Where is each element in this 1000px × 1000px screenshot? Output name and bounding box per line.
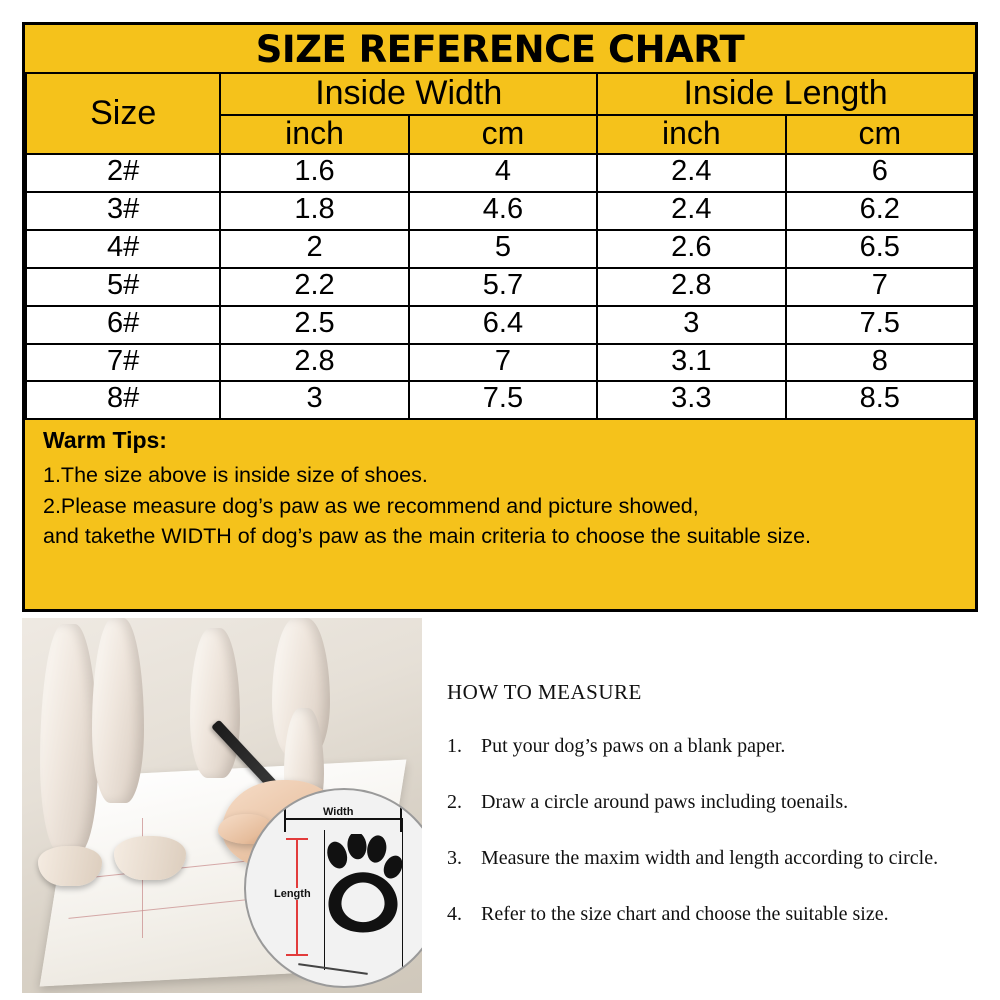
length-arrow-cap-bottom [286, 954, 308, 956]
length-label: Length [274, 888, 311, 900]
length-arrow-cap-top [286, 838, 308, 840]
table-row [26, 381, 974, 419]
cell-width-inch: 1.8 [220, 192, 408, 230]
cell-length-cm: 6 [786, 154, 974, 192]
table-header-main [26, 73, 974, 115]
header-inside-length: Inside Length [597, 73, 974, 115]
how-to-measure-section [0, 618, 1000, 1000]
paw-print-icon [320, 834, 406, 938]
list-item [447, 735, 987, 758]
size-table [25, 72, 975, 421]
width-arrow [284, 818, 402, 820]
size-reference-chart [22, 22, 978, 612]
header-inside-width: Inside Width [220, 73, 597, 115]
warm-tips-line-2: 2.Please measure dog’s paw as we recommend and picture showed, [43, 493, 699, 518]
warm-tips-line-3: and takethe WIDTH of dog’s paw as the main criteria to choose the suitable size. [43, 524, 812, 549]
dog-paw [114, 836, 186, 880]
list-item [447, 791, 987, 814]
width-arrow-cap-left [284, 806, 286, 832]
cell-length-cm: 6.5 [786, 230, 974, 268]
cell-width-inch: 2.8 [220, 344, 408, 382]
cell-size: 2# [26, 154, 220, 192]
cell-size: 7# [26, 344, 220, 382]
step-text: Measure the maxim width and length according to circle. [481, 847, 939, 869]
pen-trace-line [298, 963, 368, 975]
dog-leg [92, 618, 144, 803]
table-row [26, 306, 974, 344]
cell-width-inch: 2.2 [220, 268, 408, 306]
cell-width-cm: 5.7 [409, 268, 597, 306]
cell-length-cm: 7.5 [786, 306, 974, 344]
cell-length-inch: 3.1 [597, 344, 785, 382]
header-size: Size [26, 73, 220, 154]
cell-size: 3# [26, 192, 220, 230]
warm-tips-title: Warm Tips: [43, 427, 167, 454]
cell-length-cm: 8 [786, 344, 974, 382]
cell-length-inch: 2.4 [597, 192, 785, 230]
dog-paw-photo [22, 618, 422, 993]
cell-length-cm: 8.5 [786, 381, 974, 419]
width-label: Width [320, 806, 356, 818]
step-number: 1. [447, 735, 462, 757]
cell-length-inch: 3.3 [597, 381, 785, 419]
warm-tips-line-1: 1.The size above is inside size of shoes. [43, 463, 428, 488]
cell-length-inch: 2.8 [597, 268, 785, 306]
cell-width-cm: 5 [409, 230, 597, 268]
instructions-list [447, 680, 987, 959]
cell-width-inch: 2 [220, 230, 408, 268]
dog-leg [40, 624, 98, 854]
cell-length-inch: 2.4 [597, 154, 785, 192]
step-number: 2. [447, 791, 462, 813]
cell-width-cm: 4 [409, 154, 597, 192]
cell-length-inch: 3 [597, 306, 785, 344]
cell-length-inch: 2.6 [597, 230, 785, 268]
list-item [447, 847, 987, 870]
step-number: 3. [447, 847, 462, 869]
step-text: Put your dog’s paws on a blank paper. [481, 735, 786, 757]
dog-paw [38, 846, 102, 886]
cell-length-cm: 6.2 [786, 192, 974, 230]
list-item [447, 903, 987, 926]
header-length-cm: cm [786, 115, 974, 155]
cell-width-cm: 4.6 [409, 192, 597, 230]
step-text: Draw a circle around paws including toenails. [481, 791, 849, 813]
dog-leg [190, 628, 240, 778]
cell-width-inch: 2.5 [220, 306, 408, 344]
cell-length-cm: 7 [786, 268, 974, 306]
cell-size: 6# [26, 306, 220, 344]
cell-width-inch: 3 [220, 381, 408, 419]
instructions-title: HOW TO MEASURE [447, 680, 642, 704]
table-row [26, 230, 974, 268]
page-title: SIZE REFERENCE CHART [255, 28, 745, 71]
step-text: Refer to the size chart and choose the suitable size. [481, 903, 889, 925]
header-length-inch: inch [597, 115, 785, 155]
cell-size: 5# [26, 268, 220, 306]
warm-tips [25, 420, 975, 558]
table-row [26, 192, 974, 230]
cell-width-cm: 7.5 [409, 381, 597, 419]
cell-width-cm: 7 [409, 344, 597, 382]
header-width-cm: cm [409, 115, 597, 155]
cell-width-inch: 1.6 [220, 154, 408, 192]
step-number: 4. [447, 903, 462, 925]
table-row [26, 268, 974, 306]
header-width-inch: inch [220, 115, 408, 155]
cell-size: 4# [26, 230, 220, 268]
table-row [26, 344, 974, 382]
cell-size: 8# [26, 381, 220, 419]
cell-width-cm: 6.4 [409, 306, 597, 344]
table-row [26, 154, 974, 192]
